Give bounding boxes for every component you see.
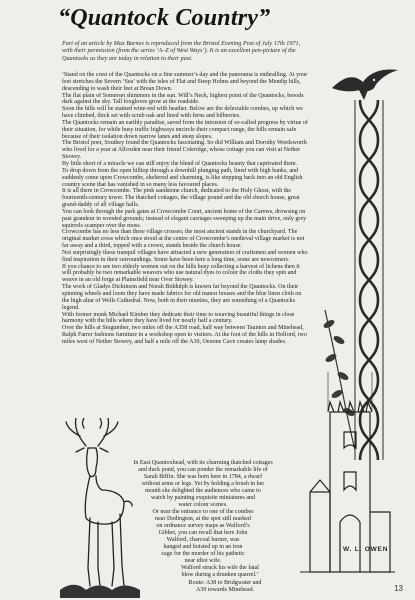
paragraph: You can look through the park gates at Crowcombe Court, ancient home of the Carews, drowsing on past grandeur in wooded grounds; instead of elegant carriages sweeping up the main drive, only grey squirrels scamper over the moss.	[62, 208, 307, 229]
article-body	[62, 72, 308, 346]
artist-signature: W. L. OWEN	[343, 546, 389, 553]
paragraph: The Quantocks remain an earthly paradise, saved from the intrusion of so-called progress by virtue of their situation, for while busy traffic highways encircle their compact range, the hills remain safe because of their isolation down narrow lanes and steep slopes.	[62, 119, 308, 140]
taper-line: and duck pond, you can ponder the remarkable life of	[138, 467, 268, 473]
article-intro: Part of an article by Max Barnes is reproduced from the Bristol Evening Post of July 17th 1971, with their permission (from the series ‘A–Z of West Ways’). It is an excellent pen-picture of the Quantocks as they are today in relation to their past.	[62, 40, 301, 62]
taper-line: on ordnance survey maps as Walford’s	[156, 523, 250, 529]
page-number: 13	[394, 584, 403, 593]
taper-line: Or near the entrance to one of the combes	[152, 509, 254, 515]
taper-line: In East Quantoxhead, with its charming thatched cottages	[133, 460, 273, 466]
route-line: A39 towards Minehead.	[195, 587, 255, 593]
paragraph: To drop down from the open hilltop through a downhill plunging path, lined with high banks, and suddenly come upon Crowcombe, sheltered and charming, is like stepping back into an old English country scene that has vanished in so many less favoured places.	[62, 167, 303, 188]
taper-line: Gibbet, you can recall that here John	[158, 530, 248, 536]
paragraph: The Bristol poet, Southey found the Quantocks fascinating. So did William and Dorothy Wordsworth who lived for a year at Alfoxden near their friend Coleridge, whose cottage you can visit at Nether Stowey.	[62, 140, 307, 161]
paragraph: If you chance to see two elderly women out on the hills busy collecting a harvest of lichens then it will probably be two remarkable weavers who use natural dyes to colour the cloths they spin and weave in an old forge at Plainsfield near Over Stowey.	[62, 263, 300, 284]
paragraph: Crowcombe has no less than three village crosses; the most ancient stands in the churchyard. The original market cross which once stood at the centre of Crowcombe’s medieval village market is not far away and a third, topped with a crown, stands beside the church house.	[62, 229, 305, 250]
taper-line: without arms or legs. Yet by holding a brush in her	[141, 481, 265, 487]
paragraph: Soon the hills will be stained wine-red with heather. Below are the delectable combes, up which we have climbed, thick set with scrub oak and lined with ferns and bilberries.	[62, 106, 303, 120]
taper-line: Walford struck his wife the fatal	[181, 565, 259, 571]
article-title: “Quantock Country”	[58, 5, 271, 31]
paragraph: It is all there in Crowcombe. The pink sandstone church, dedicated to the Holy Ghost, with the fourteenth-century tower. The thatched cottages, the village pound and the old church house, great grand-daddy of all village halls.	[62, 188, 300, 209]
paragraph: By little short of a miracle we can still enjoy the blend of Quantocks beauty that captivated them.	[62, 160, 298, 167]
taper-line: cage for the murder of his pathetic	[161, 551, 245, 557]
stag	[60, 418, 140, 598]
taper-line: watch by painting exquisite miniatures and	[151, 495, 255, 501]
paragraph: Not surprisingly these tranquil villages have attracted a new generation of craftsmen and women who find inspiration in their surroundings. Some have been here a long time, some are newcomers.	[62, 249, 308, 263]
paragraph: ‘Stand on the crest of the Quantocks on a fine summer’s day and the panorama is enthralling. At your feet stretches the Severn ‘Sea’ with the isles of Flat and Steep Holms and beyond the Mendip hills, descending to wash their feet at Brean Down.	[62, 72, 308, 92]
taper-line: Walford, charcoal burner, was	[166, 537, 240, 543]
paragraph: The flat plain of Somerset shimmers in the sun. Will’s Neck, highest point of the Quantocks, broods dark against the sky. Tall foxgloves grow at the roadside.	[62, 92, 304, 106]
taper-line: near idiot wife.	[184, 558, 222, 564]
taper-line: water colour scenes.	[178, 502, 228, 508]
taper-line: hanged and hoisted up in an iron	[163, 544, 243, 550]
taper-line: Sarah Biffin. She was born here in 1784, a dwarf	[143, 474, 263, 480]
route-line: Route: A38 to Bridgwater and	[188, 580, 262, 586]
taper-line: mouth she delighted the audiences who came to	[145, 488, 261, 494]
paragraph: With former monk Michael Kimber they dedicate their time to weaving beautiful things in close harmony with the hills where they have lived for nearly half a century.	[62, 311, 295, 325]
taper-line: near Dodington, at the spot still marked	[155, 516, 251, 522]
taper-line: blow during a drunken quarrel.’	[181, 572, 259, 578]
paragraph: Over the hills at Stogumber, two miles off the A358 road, half way between Taunton and Minehead, Ralph Farrer fashions furniture in a workshop open to visitors. At the foot of the hills in Holford, two miles west of Nether Stowey, and half a mile off the A39, Oenone Cave creates lamp shades.	[62, 325, 307, 345]
paragraph: The work of Gladys Dickinson and Norah Biddulph is known far beyond the Quantocks. On their spinning wheels and loom they have made fabrics for old manor houses and the blue linen cloth on the high altar of Wells Cathedral. Now, both in their nineties, they are something of a Quantocks legend.	[62, 284, 302, 311]
